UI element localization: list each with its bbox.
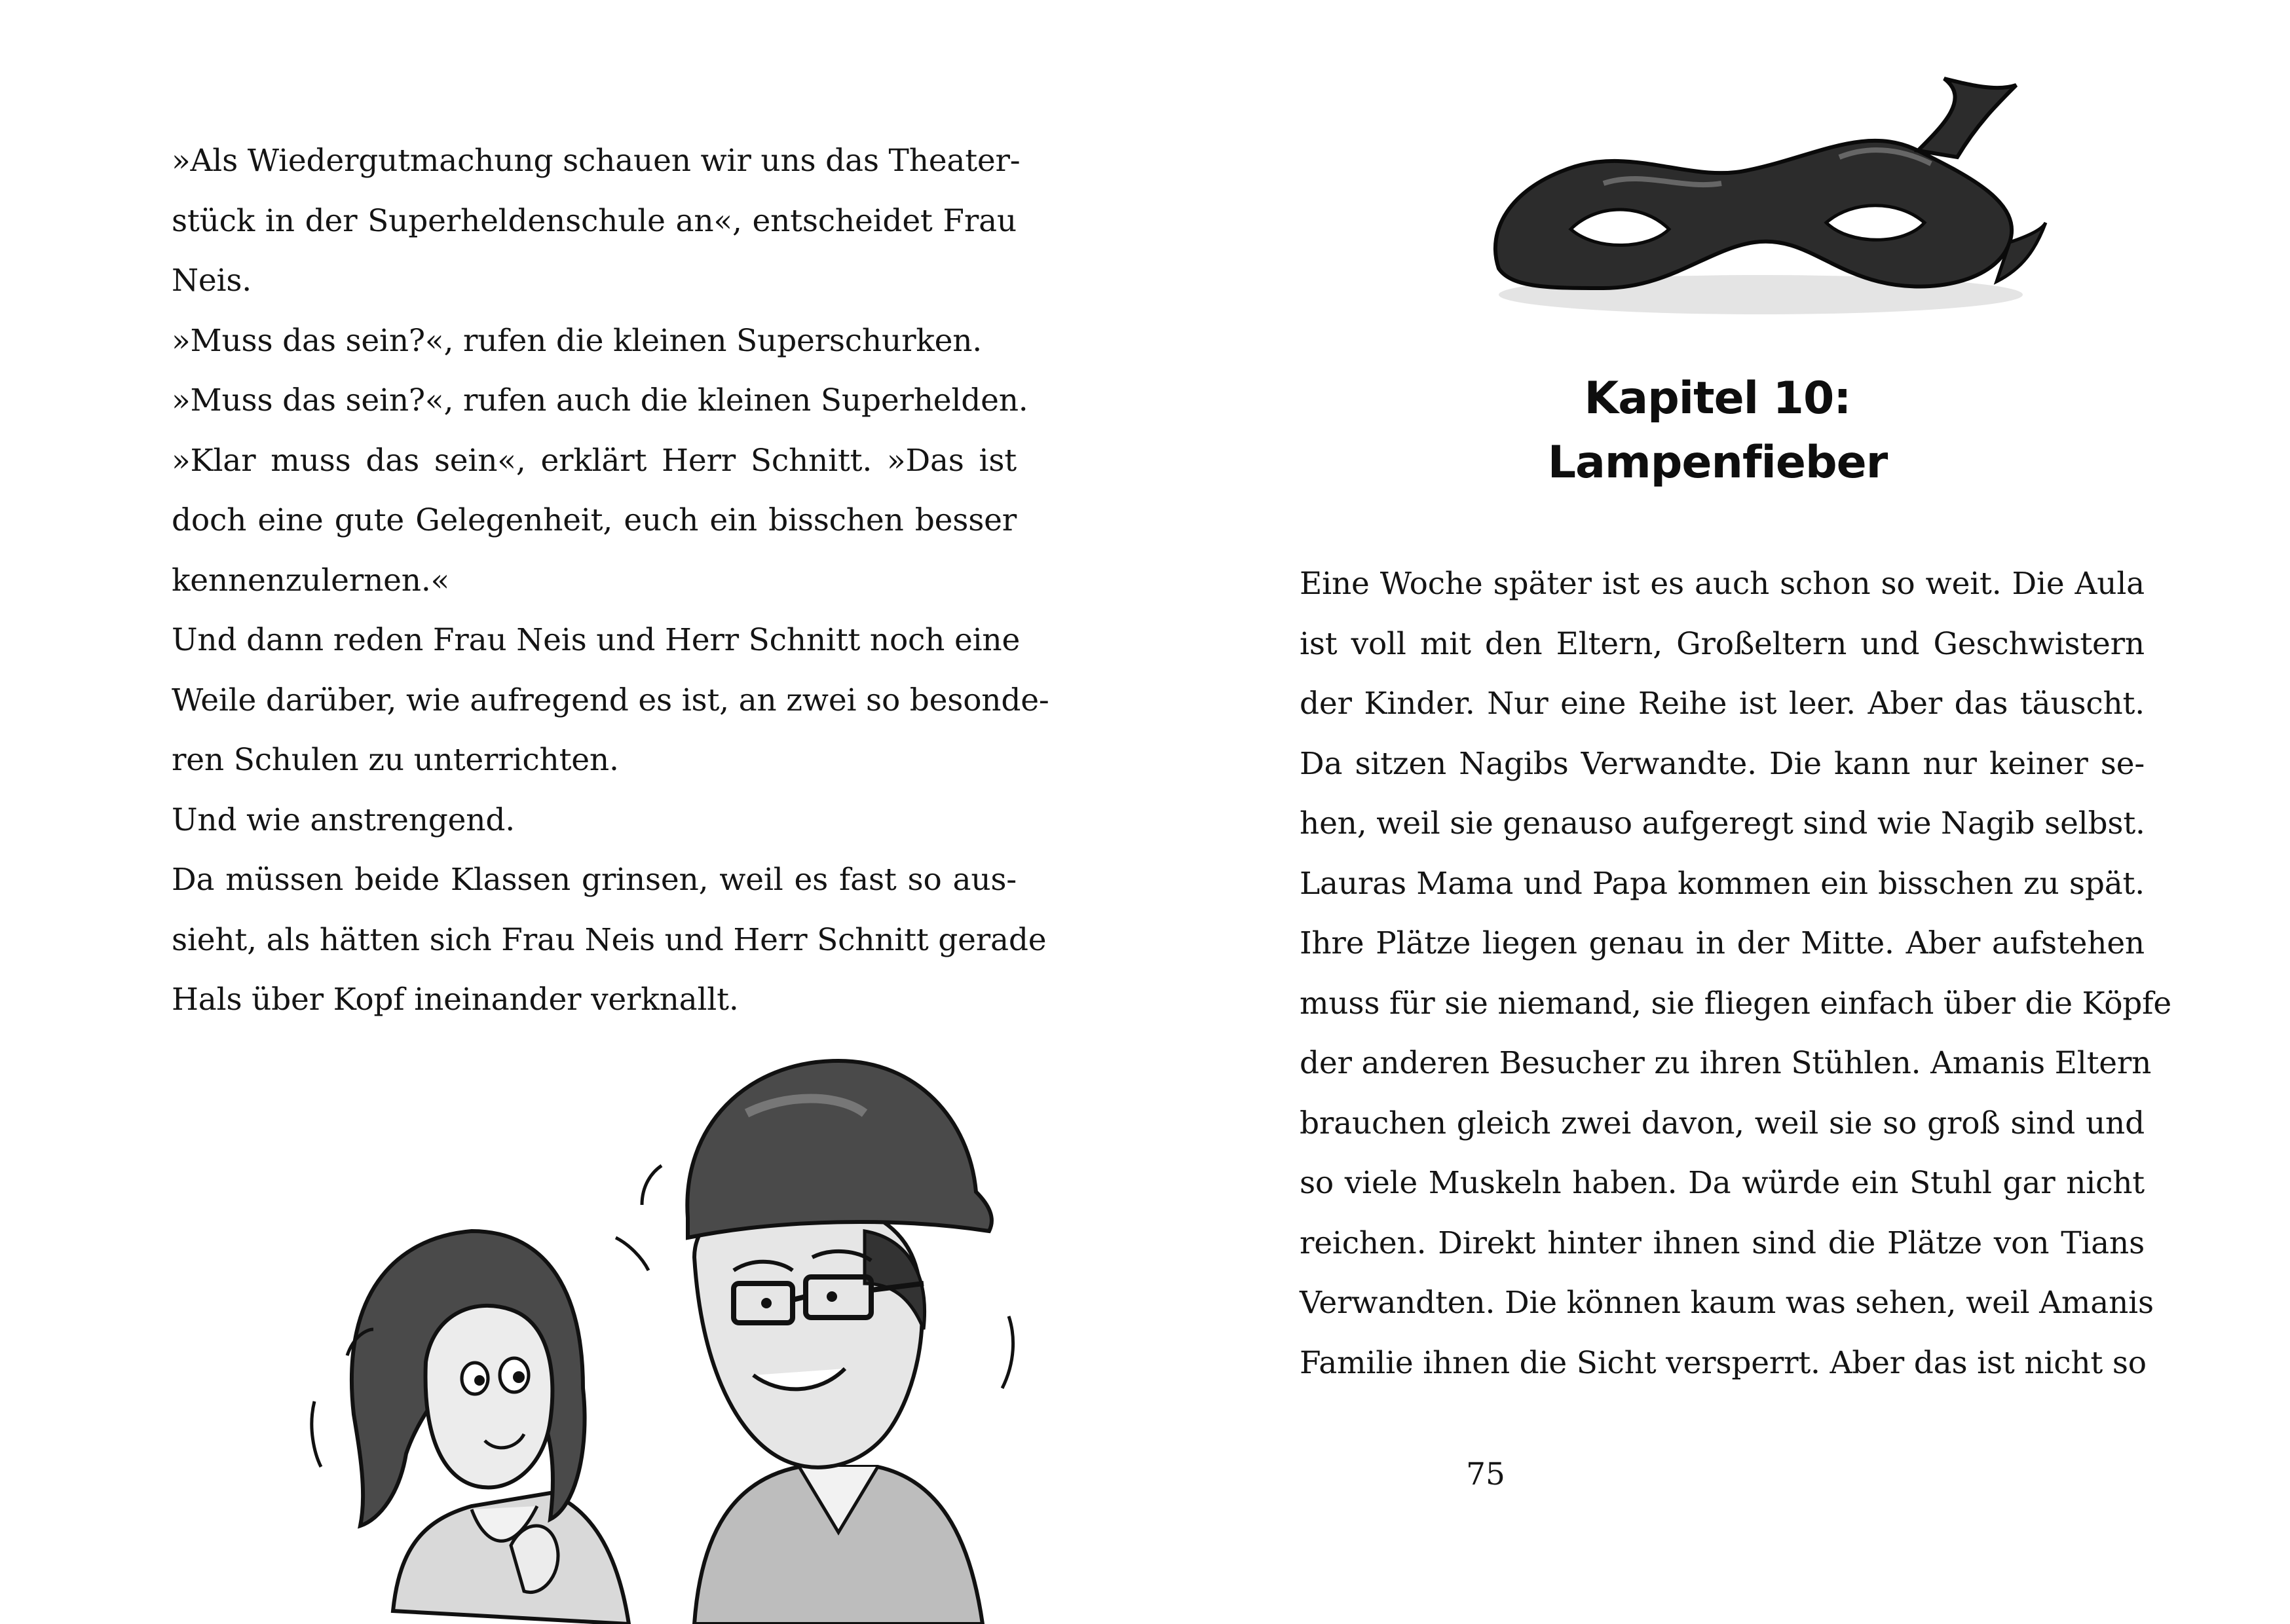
text-line: Da sitzen Nagibs Verwandte. Die kann nur keiner se- xyxy=(1300,745,2145,782)
text-line: Lauras Mama und Papa kommen ein bisschen zu spät. xyxy=(1300,865,2145,902)
text-line: Weile darüber, wie aufregend es ist, an zwei so besonde- xyxy=(172,682,1049,718)
text-line: Ihre Plätze liegen genau in der Mitte. Aber aufstehen xyxy=(1300,925,2145,961)
page-number: 75 xyxy=(1466,1456,1505,1492)
text-line: »Klar muss das sein«, erklärt Herr Schnitt. »Das ist xyxy=(172,442,1017,479)
text-line: ren Schulen zu unterrichten. xyxy=(172,742,619,778)
chapter-number: Kapitel 10: xyxy=(1584,373,1851,424)
text-line: doch eine gute Gelegenheit, euch ein bisschen besser xyxy=(172,502,1017,538)
text-line: der anderen Besucher zu ihren Stühlen. Amanis Eltern xyxy=(1300,1045,2152,1081)
text-line: Und wie anstrengend. xyxy=(172,802,515,838)
text-line: stück in der Superheldenschule an«, entscheidet Frau xyxy=(172,202,1017,239)
text-line: brauchen gleich zwei davon, weil sie so groß sind und xyxy=(1300,1105,2145,1141)
text-line: Familie ihnen die Sicht versperrt. Aber das ist nicht so xyxy=(1300,1344,2147,1381)
text-line: Neis. xyxy=(172,263,252,299)
text-line: der Kinder. Nur eine Reihe ist leer. Aber das täuscht. xyxy=(1300,686,2145,722)
right-page-text xyxy=(1300,554,2171,1393)
text-line: muss für sie niemand, sie fliegen einfach über die Köpfe xyxy=(1300,985,2171,1022)
text-line: Und dann reden Frau Neis und Herr Schnitt noch eine xyxy=(172,622,1021,658)
text-line: reichen. Direkt hinter ihnen sind die Plätze von Tians xyxy=(1300,1225,2145,1261)
chapter-heading xyxy=(1145,367,2290,495)
man-cap xyxy=(687,1061,992,1238)
chapter-title: Lampenfieber xyxy=(1547,437,1888,489)
text-line: Da müssen beide Klassen grinsen, weil es fast so aus- xyxy=(172,862,1017,898)
text-line: so viele Muskeln haben. Da würde ein Stuhl gar nicht xyxy=(1300,1165,2145,1201)
left-page-text xyxy=(172,131,1049,1030)
text-line: kennenzulernen.« xyxy=(172,562,450,599)
text-line: Verwandten. Die können kaum was sehen, weil Amanis xyxy=(1300,1285,2154,1321)
mask-icon xyxy=(1473,72,2049,334)
right-page xyxy=(1145,0,2290,1624)
text-line: sieht, als hätten sich Frau Neis und Herr Schnitt gerade xyxy=(172,921,1047,958)
text-line: »Als Wiedergutmachung schauen wir uns das Theater- xyxy=(172,143,1021,179)
text-line: »Muss das sein?«, rufen die kleinen Superschurken. xyxy=(172,322,983,359)
woman-face xyxy=(426,1306,553,1488)
text-line: »Muss das sein?«, rufen auch die kleinen Superhelden. xyxy=(172,382,1028,418)
text-line: Eine Woche später ist es auch schon so weit. Die Aula xyxy=(1300,566,2145,602)
text-line: Hals über Kopf ineinander verknallt. xyxy=(172,982,739,1018)
teachers-illustration xyxy=(275,1022,1048,1624)
text-line: ist voll mit den Eltern, Großeltern und Geschwistern xyxy=(1300,625,2145,662)
text-line: hen, weil sie genauso aufgeregt sind wie Nagib selbst. xyxy=(1300,805,2145,841)
